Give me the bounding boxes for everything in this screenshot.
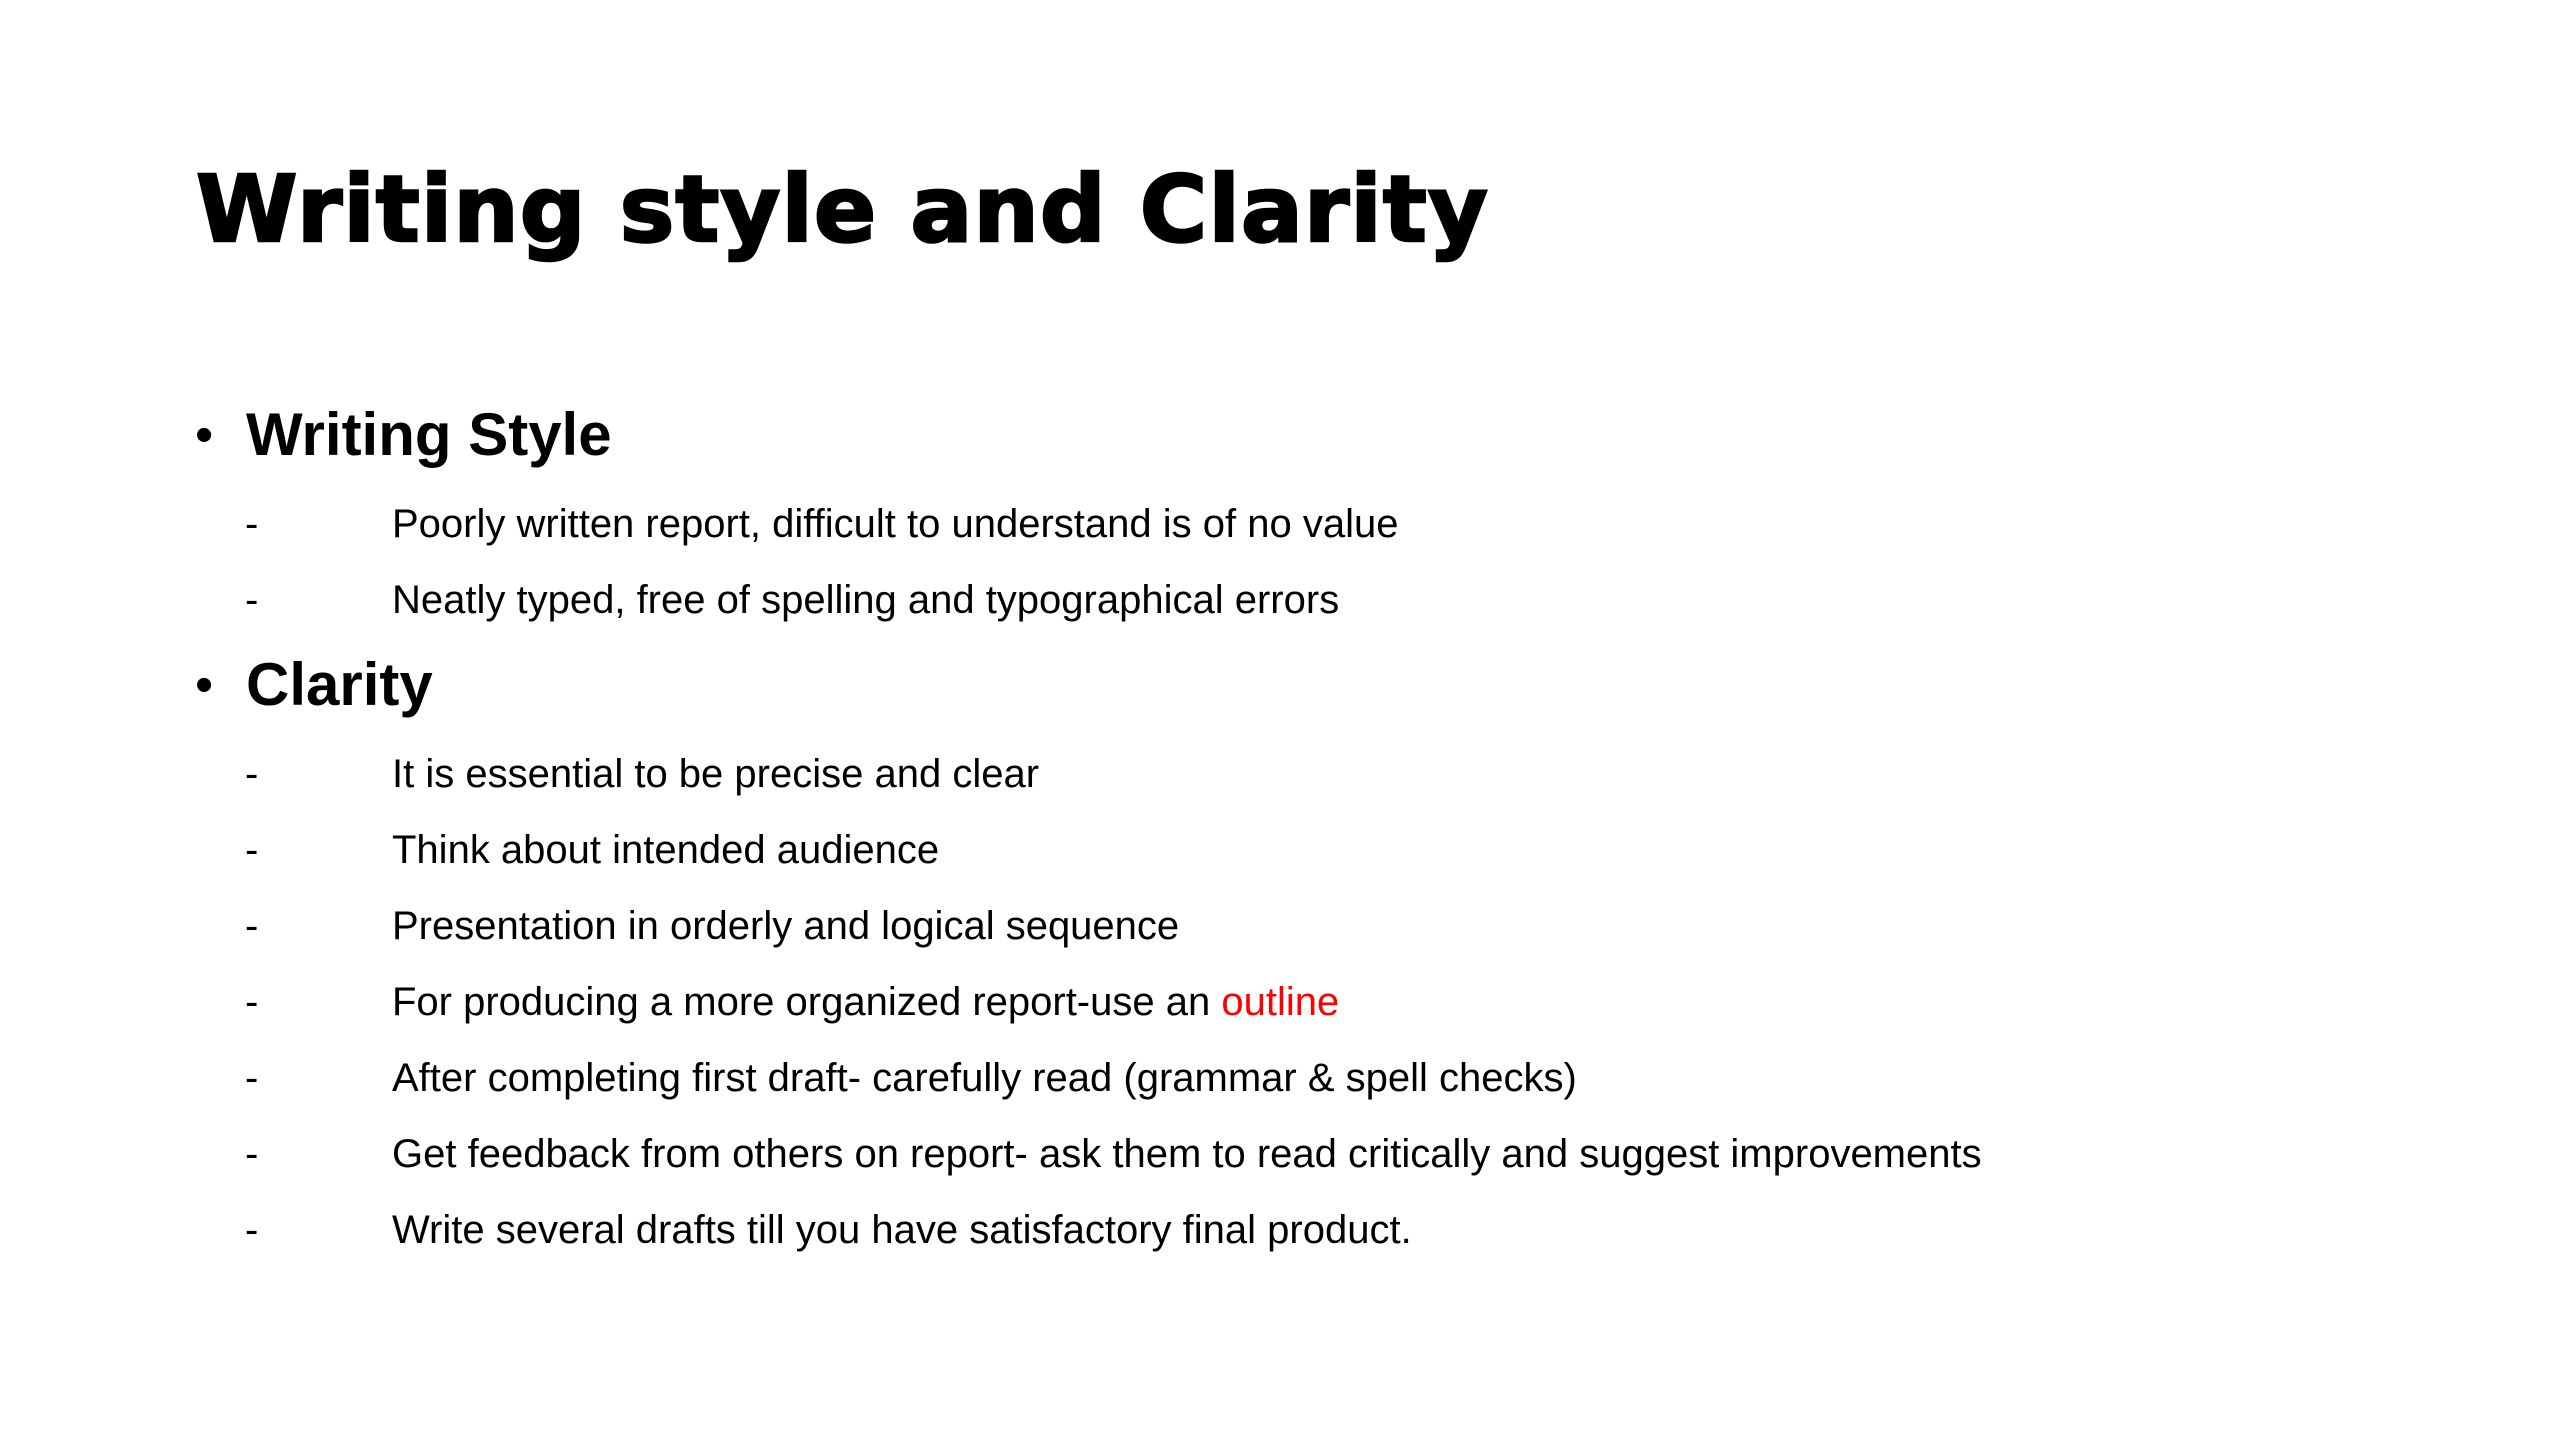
- slide-title: Writing style and Clarity: [196, 156, 1489, 263]
- dash-marker: -: [245, 1208, 259, 1252]
- list-item-text: Write several drafts till you have satisfactory final product.: [392, 1208, 1412, 1252]
- bullet-icon: •: [195, 656, 214, 714]
- list-item-text: After completing first draft- carefully read (grammar & spell checks): [392, 1056, 1577, 1100]
- list-item-text: Presentation in orderly and logical sequence: [392, 904, 1180, 948]
- list-item-text-main: For producing a more organized report-use an: [392, 980, 1222, 1024]
- dash-marker: -: [245, 752, 259, 796]
- dash-marker: -: [245, 828, 259, 872]
- section-title: Clarity: [246, 651, 433, 718]
- dash-marker: -: [245, 904, 259, 948]
- list-item-text: [392, 974, 1339, 1030]
- list-item-text: Get feedback from others on report- ask them to read critically and suggest improvements: [392, 1132, 1982, 1176]
- dash-marker: -: [245, 1056, 259, 1100]
- section-title: Writing Style: [246, 401, 612, 468]
- list-item-text: Poorly written report, difficult to understand is of no value: [392, 502, 1399, 546]
- bullet-icon: •: [195, 406, 214, 464]
- list-item-text: Neatly typed, free of spelling and typographical errors: [392, 578, 1340, 622]
- list-item-text: Think about intended audience: [392, 828, 940, 872]
- dash-marker: -: [245, 578, 259, 622]
- dash-marker: -: [245, 502, 259, 546]
- highlighted-keyword: outline: [1221, 980, 1340, 1024]
- list-item-text: It is essential to be precise and clear: [392, 752, 1040, 796]
- dash-marker: -: [245, 980, 259, 1024]
- dash-marker: -: [245, 1132, 259, 1176]
